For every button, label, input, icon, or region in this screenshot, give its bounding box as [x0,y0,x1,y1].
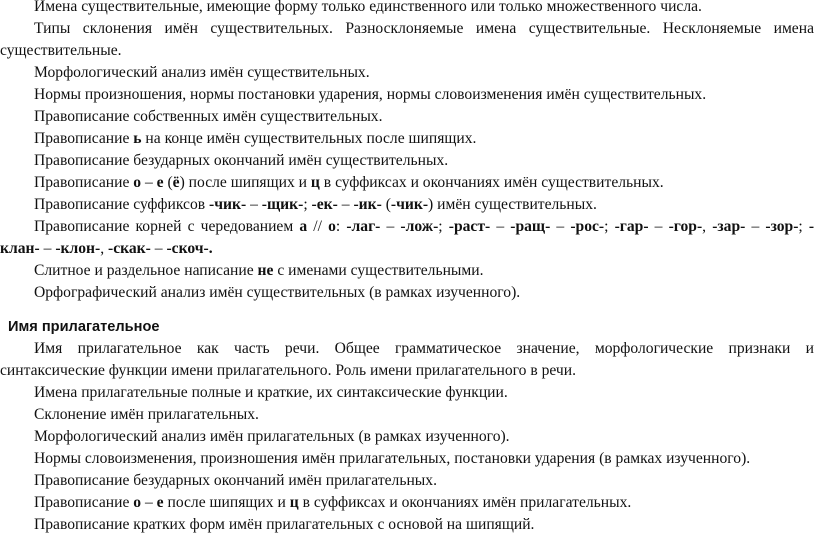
paragraph-alternating-roots: Правописание корней с чередованием а // о: -лаг- – -лож-; -раст- – -ращ- – -рос-; -гар- – -гор-, -зар- – -зор-; - [34,218,815,235]
paragraph-noun-morph-analysis: Морфологический анализ имён существительных. [34,64,370,81]
paragraph-adjective-o-e: Правописание о – е после шипящих и ц в суффиксах и окончаниях имён прилагательных. [34,494,632,511]
paragraph-noun-endings: Правописание безударных окончаний имён существительных. [34,152,449,169]
section-heading-adjective: Имя прилагательное [8,319,160,335]
paragraph-adjective-endings: Правописание безударных окончаний имён прилагательных. [34,472,437,489]
paragraph-proper-nouns: Правописание собственных имён существительных. [34,108,383,125]
paragraph-nouns-number: Имена существительные, имеющие форму только единственного или только множественного числа. [34,0,702,15]
paragraph-adjective-part-of-speech: Имя прилагательное как часть речи. Общее грамматическое значение, морфологические признаки и [34,340,814,357]
paragraph-ne-spelling: Слитное и раздельное написание не с именами существительными. [34,262,484,279]
paragraph-alternating-roots-cont: клан- – -клон-, -скак- – -скоч-. [0,240,213,257]
paragraph-o-e-after-sibilants: Правописание о – е (ё) после шипящих и ц в суффиксах и окончаниях имён существительных. [34,174,664,191]
paragraph-noun-orthographic-analysis: Орфографический анализ имён существительных (в рамках изученного). [34,284,521,301]
paragraph-noun-suffixes: Правописание суффиксов -чик- – -щик-; -ек- – -ик- (-чик-) имён существительных. [34,196,597,213]
paragraph-soft-sign: Правописание ь на конце имён существительных после шипящих. [34,130,477,147]
paragraph-declension-types: Типы склонения имён существительных. Разносклоняемые имена существительные. Несклоняемые имена [34,20,814,37]
paragraph-adjective-norms: Нормы словоизменения, произношения имён прилагательных, постановки ударения (в рамках изученного). [34,450,751,467]
paragraph-noun-norms: Нормы произношения, нормы постановки ударения, нормы словоизменения имён существительных. [34,86,707,103]
paragraph-declension-types-cont: существительные. [0,42,122,59]
paragraph-full-short-adjectives: Имена прилагательные полные и краткие, их синтаксические функции. [34,384,508,401]
paragraph-adjective-morph-analysis: Морфологический анализ имён прилагательных (в рамках изученного). [34,428,510,445]
paragraph-adjective-declension: Склонение имён прилагательных. [34,406,259,423]
paragraph-adjective-part-of-speech-cont: синтаксические функции имени прилагательного. Роль имени прилагательного в речи. [0,362,577,379]
paragraph-short-adjectives-sibilant: Правописание кратких форм имён прилагательных с основой на шипящий. [34,516,535,533]
